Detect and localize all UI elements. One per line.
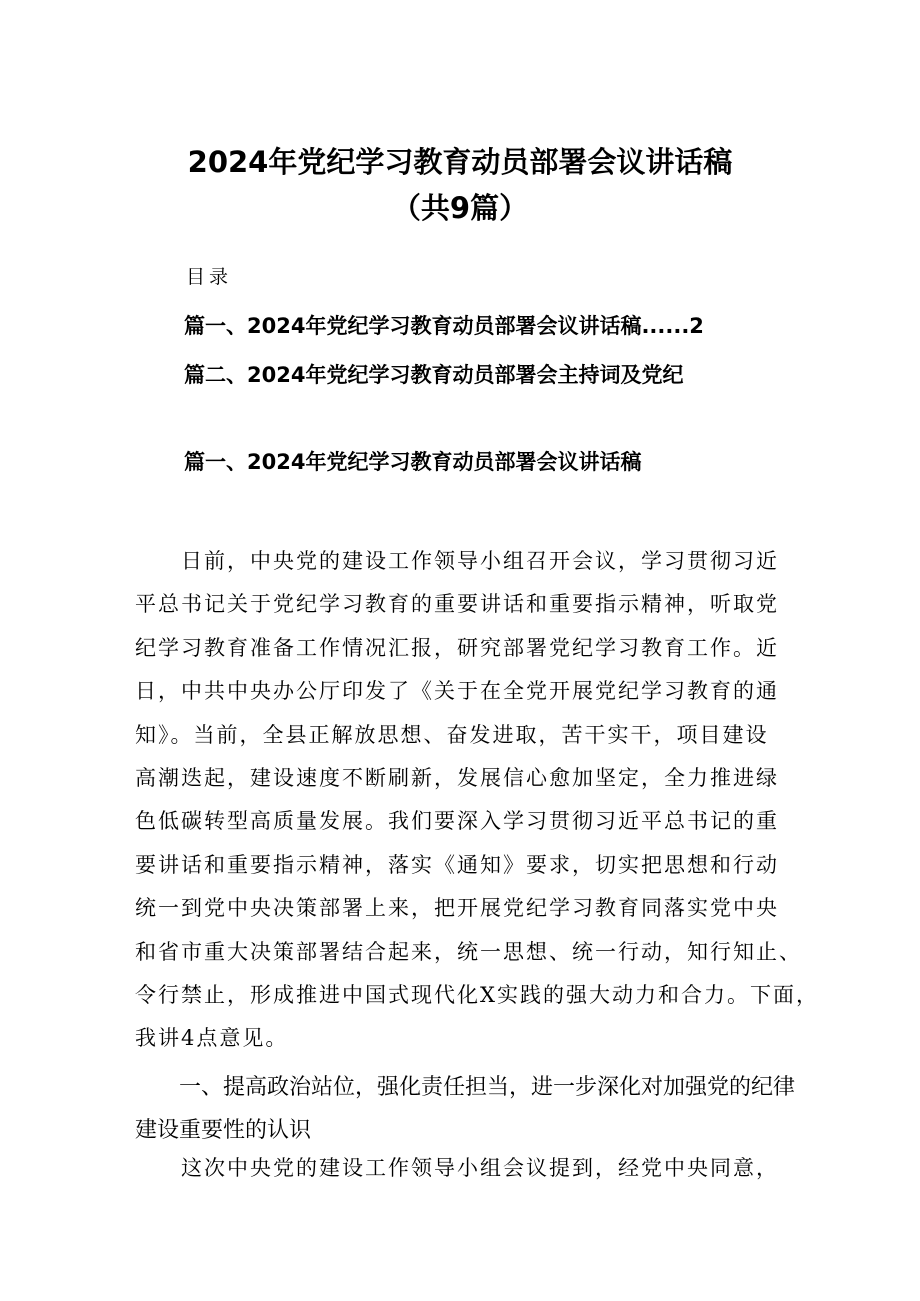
paragraph-line: 统一到党中央决策部署上来，把开展党纪学习教育同落实党中央 (135, 896, 779, 921)
heading-1: 一、提高政治站位，强化责任担当，进一步深化对加强党的纪律建设重要性的认识 (135, 1075, 796, 1143)
section-heading: 篇一、2024年党纪学习教育动员部署会议讲话稿 (184, 450, 642, 474)
paragraph-line: 高潮迭起，建设速度不断刷新，发展信心愈加坚定，全力推进绿 (135, 765, 779, 790)
paragraph-line: 和省市重大决策部署结合起来，统一思想、统一行动，知行知止、 (135, 939, 802, 964)
paragraph-line: 日，中共中央办公厅印发了《关于在全党开展党纪学习教育的通 (135, 679, 779, 704)
paragraph-2-start: 这次中央党的建设工作领导小组会议提到，经党中央同意， (135, 1156, 779, 1180)
paragraph-line: 色低碳转型高质量发展。我们要深入学习贯彻习近平总书记的重 (135, 809, 779, 834)
paragraph-line: 要讲话和重要指示精神，落实《通知》要求，切实把思想和行动 (135, 852, 779, 877)
paragraph-line: 平总书记关于党纪学习教育的重要讲话和重要指示精神，听取党 (135, 592, 779, 617)
toc-heading: 目录 (186, 266, 233, 288)
paragraph-line: 纪学习教育准备工作情况汇报，研究部署党纪学习教育工作。近 (135, 635, 779, 660)
paragraph-line: 知》。当前，全县正解放思想、奋发进取，苦干实干，项目建设 (135, 722, 769, 747)
document-title: 2024年党纪学习教育动员部署会议讲话稿 (187, 145, 733, 179)
paragraph-line: 令行禁止，形成推进中国式现代化X实践的强大动力和合力。下面， (135, 982, 819, 1007)
paragraph-line: 日前，中央党的建设工作领导小组召开会议，学习贯彻习近 (135, 549, 779, 573)
paragraph-1 (135, 540, 819, 1061)
toc-entry-1[interactable]: 篇一、2024年党纪学习教育动员部署会议讲话稿......2 (184, 314, 704, 338)
paragraph-line: 我讲4点意见。 (135, 1026, 289, 1051)
document-subtitle: （共9篇） (391, 191, 529, 225)
toc-entry-2[interactable]: 篇二、2024年党纪学习教育动员部署会主持词及党纪 (184, 363, 684, 387)
